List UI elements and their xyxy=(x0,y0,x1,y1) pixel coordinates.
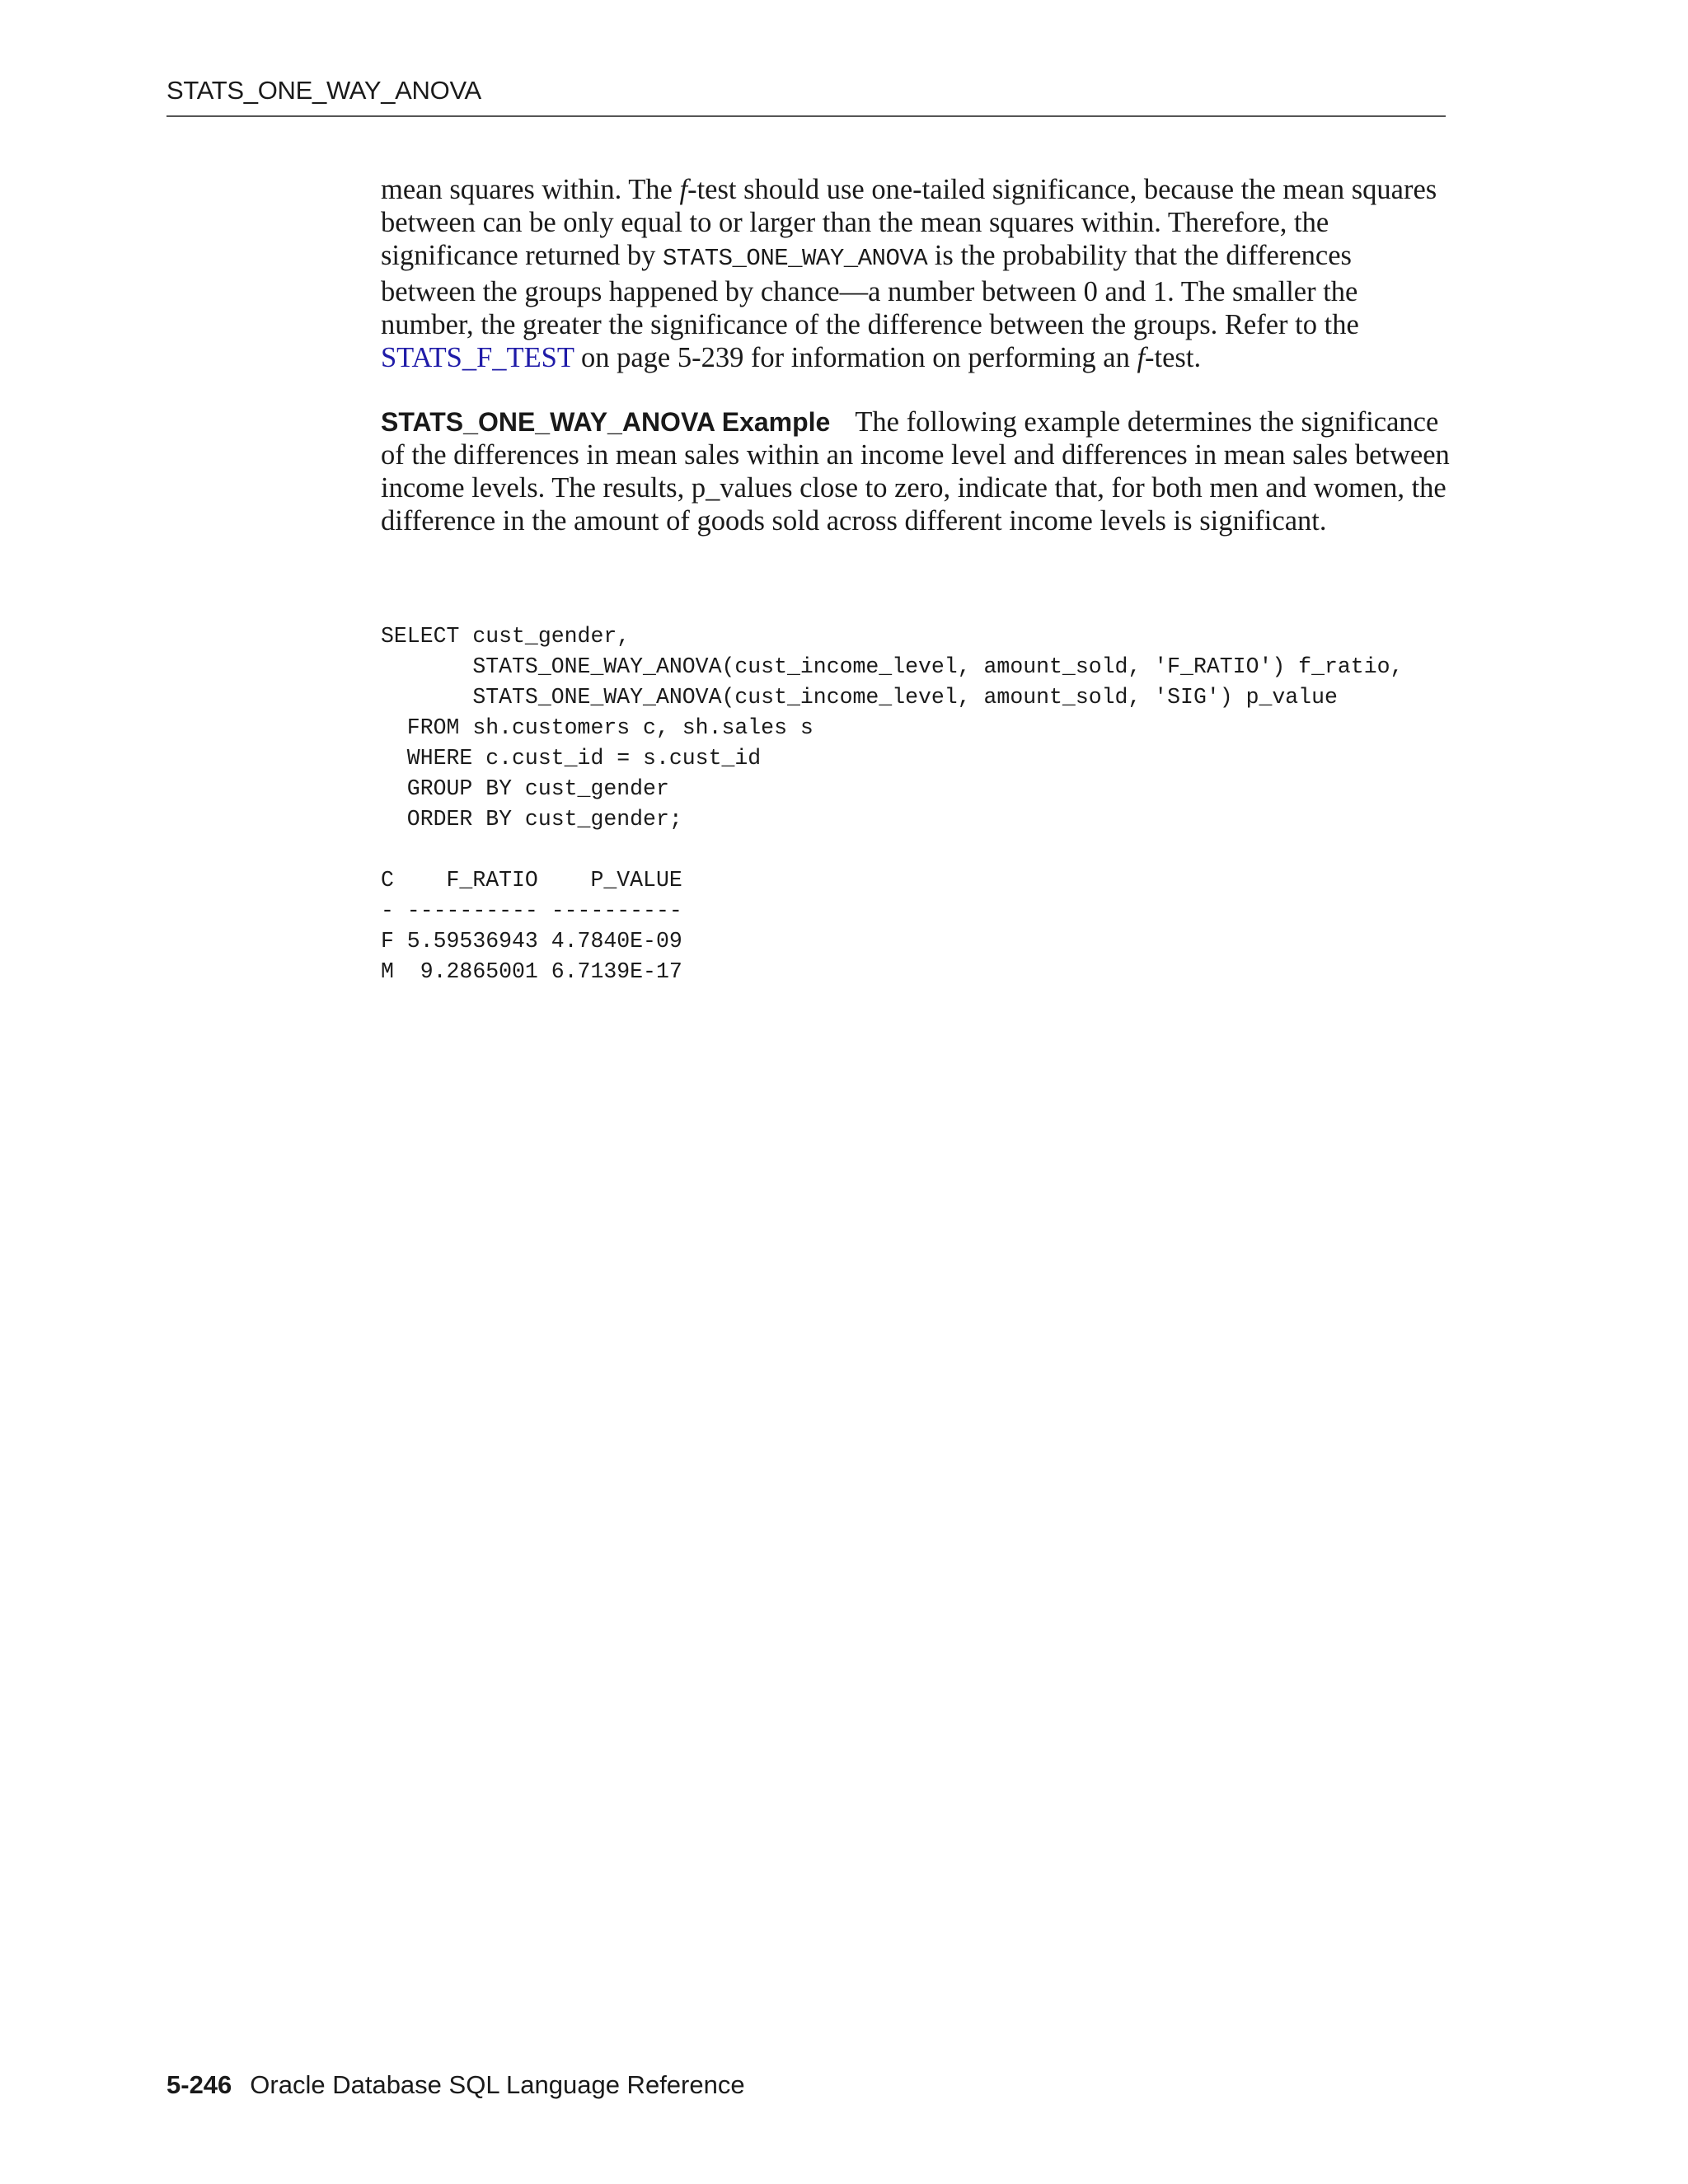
text-segment: -test. xyxy=(1145,342,1202,373)
stats-f-test-link[interactable]: STATS_F_TEST xyxy=(381,342,574,373)
result-separator: - ---------- ---------- xyxy=(381,898,682,923)
result-row: F 5.59536943 4.7840E-09 xyxy=(381,929,682,954)
italic-f: f xyxy=(679,174,688,205)
text-segment: -test should use one-tailed significance, because the mean squares between can be only equal to or larger than the mean squares within. Therefore, the significance returned by xyxy=(381,174,1437,271)
example-text: The following example determines the significance of the differences in mean sales within an income level and differences in mean sales between income levels. The results, p_values close to zero, indicate that, for both men and women, the difference in the amount of goods sold across different income levels is significant. xyxy=(381,406,1450,537)
code-line-blank xyxy=(381,835,1403,865)
inline-code: STATS_ONE_WAY_ANOVA xyxy=(663,245,928,272)
code-line: FROM sh.customers c, sh.sales s xyxy=(381,715,814,740)
code-line: WHERE c.cust_id = s.cust_id xyxy=(381,746,762,771)
running-footer xyxy=(166,2070,745,2100)
page-number: 5-246 xyxy=(166,2070,232,2099)
book-title: Oracle Database SQL Language Reference xyxy=(250,2070,745,2099)
code-line: SELECT cust_gender, xyxy=(381,624,631,649)
text-segment: is the probability that the differences between the groups happened by chance—a number between 0 and 1. The smaller the number, the greater the significance of the difference between the groups. Refer to the xyxy=(381,240,1359,340)
result-row: M 9.2865001 6.7139E-17 xyxy=(381,959,682,984)
code-line: GROUP BY cust_gender xyxy=(381,776,669,801)
result-header: C F_RATIO P_VALUE xyxy=(381,868,682,893)
paragraph-example xyxy=(381,405,1452,537)
code-example xyxy=(381,621,1403,987)
italic-f: f xyxy=(1137,342,1146,373)
body-text xyxy=(381,173,1452,537)
paragraph-significance xyxy=(381,173,1452,374)
header-rule xyxy=(166,115,1446,117)
text-segment: mean squares within. The xyxy=(381,174,680,205)
text-segment: on page 5-239 for information on performing an xyxy=(574,342,1137,373)
running-header: STATS_ONE_WAY_ANOVA xyxy=(166,76,481,105)
code-line: ORDER BY cust_gender; xyxy=(381,807,682,832)
code-line: STATS_ONE_WAY_ANOVA(cust_income_level, amount_sold, 'F_RATIO') f_ratio, xyxy=(381,654,1404,679)
example-heading: STATS_ONE_WAY_ANOVA Example xyxy=(381,407,831,437)
code-line: STATS_ONE_WAY_ANOVA(cust_income_level, amount_sold, 'SIG') p_value xyxy=(381,685,1338,710)
